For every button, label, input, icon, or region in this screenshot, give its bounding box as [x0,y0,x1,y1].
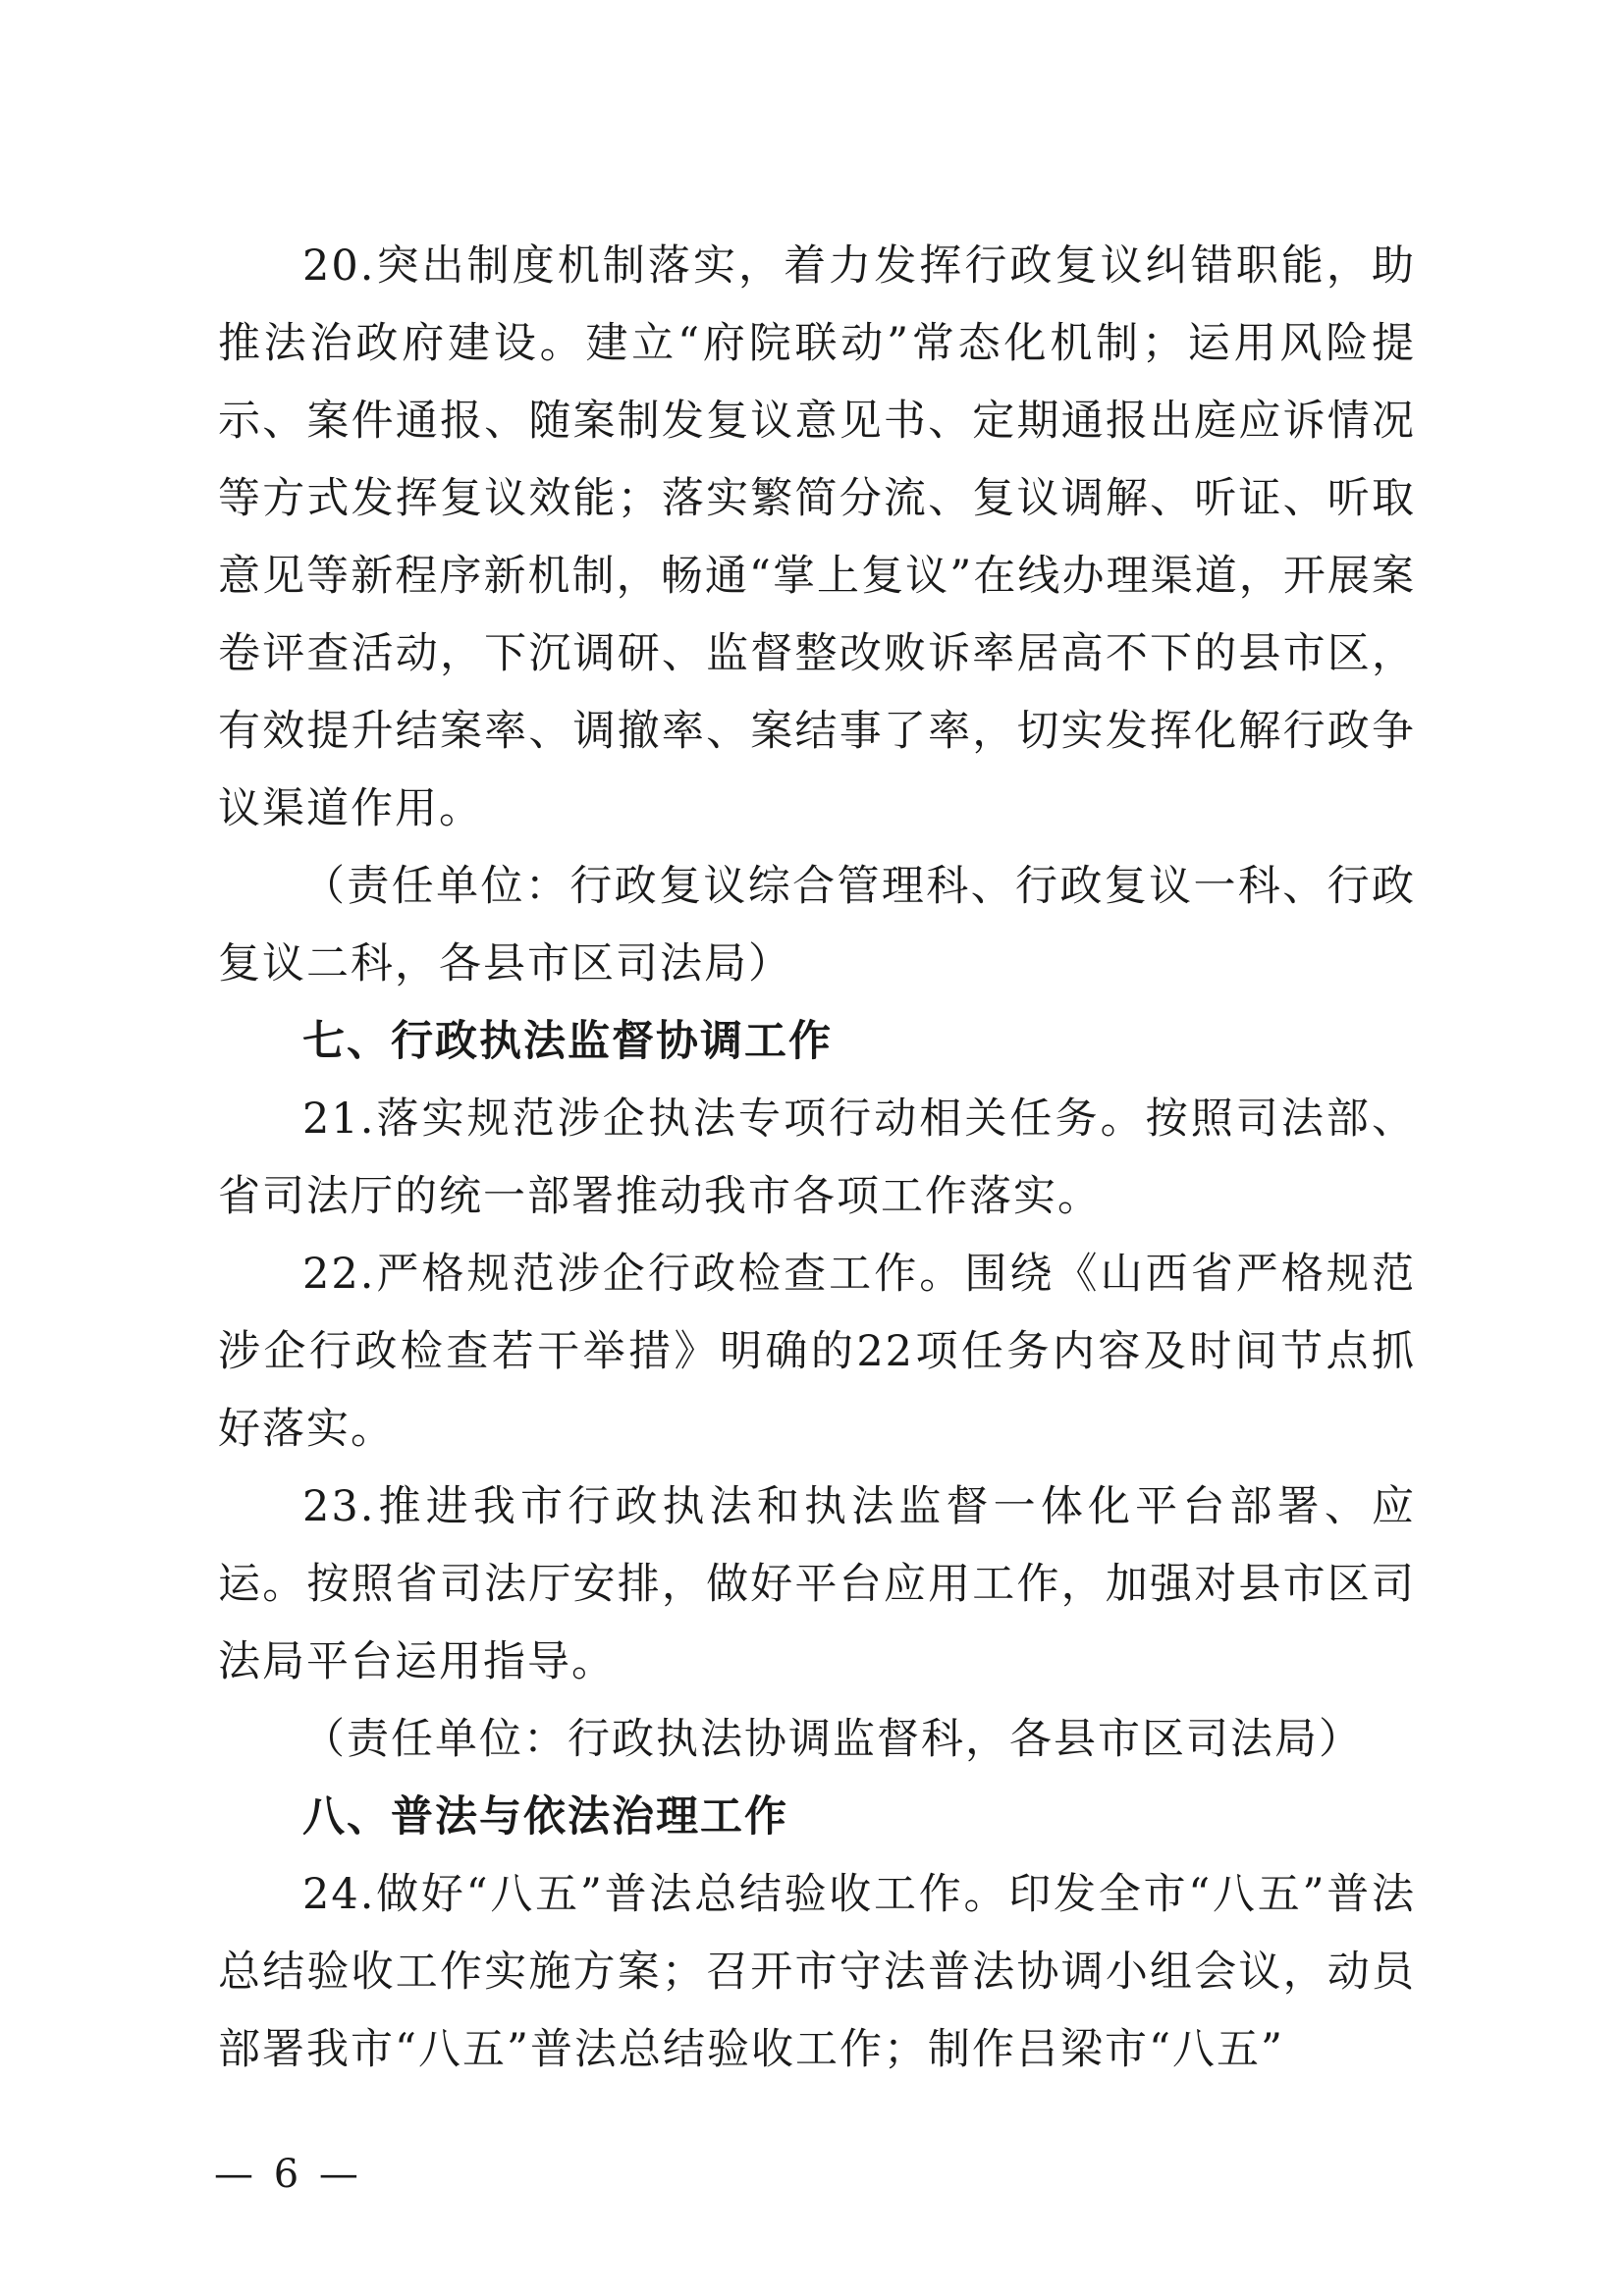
document-body [218,228,1416,2089]
paragraph-item-21: 21.落实规范涉企执法专项行动相关任务。按照司法部、省司法厅的统一部署推动我市各项工作落实。 [218,1095,1416,1221]
section-heading-8: 八、普法与依法治理工作 [302,1792,788,1842]
paragraph-item-22: 22.严格规范涉企行政检查工作。围绕《山西省严格规范涉企行政检查若干举措》明确的22项任务内容及时间节点抓好落实。 [218,1250,1416,1454]
section-heading-7: 七、行政执法监督协调工作 [302,1017,833,1066]
responsibility-note: （责任单位：行政执法协调监督科，各县市区司法局） [302,1715,1363,1764]
page-number: — 6 — [214,2152,362,2197]
paragraph-item-20: 20.突出制度机制落实，着力发挥行政复议纠错职能，助推法治政府建设。建立“府院联动”常态化机制；运用风险提示、案件通报、随案制发复议意见书、定期通报出庭应诉情况等方式发挥复议效能；落实繁简分流、复议调解、听证、听取意见等新程序新机制，畅通“掌上复议”在线办理渠道，开展案卷评查活动，下沉调研、监督整改败诉率居高不下的县市区，有效提升结案率、调撤率、案结事了率，切实发挥化解行政争议渠道作用。 [218,241,1416,833]
paragraph-item-24: 24.做好“八五”普法总结验收工作。印发全市“八五”普法总结验收工作实施方案；召开市守法普法协调小组会议，动员部署我市“八五”普法总结验收工作；制作吕梁市“八五” [218,1870,1416,2074]
paragraph-item-23: 23.推进我市行政执法和执法监督一体化平台部署、应运。按照省司法厅安排，做好平台应用工作，加强对县市区司法局平台运用指导。 [218,1482,1416,1686]
responsibility-note: （责任单位：行政复议综合管理科、行政复议一科、行政复议二科，各县市区司法局） [218,862,1416,988]
